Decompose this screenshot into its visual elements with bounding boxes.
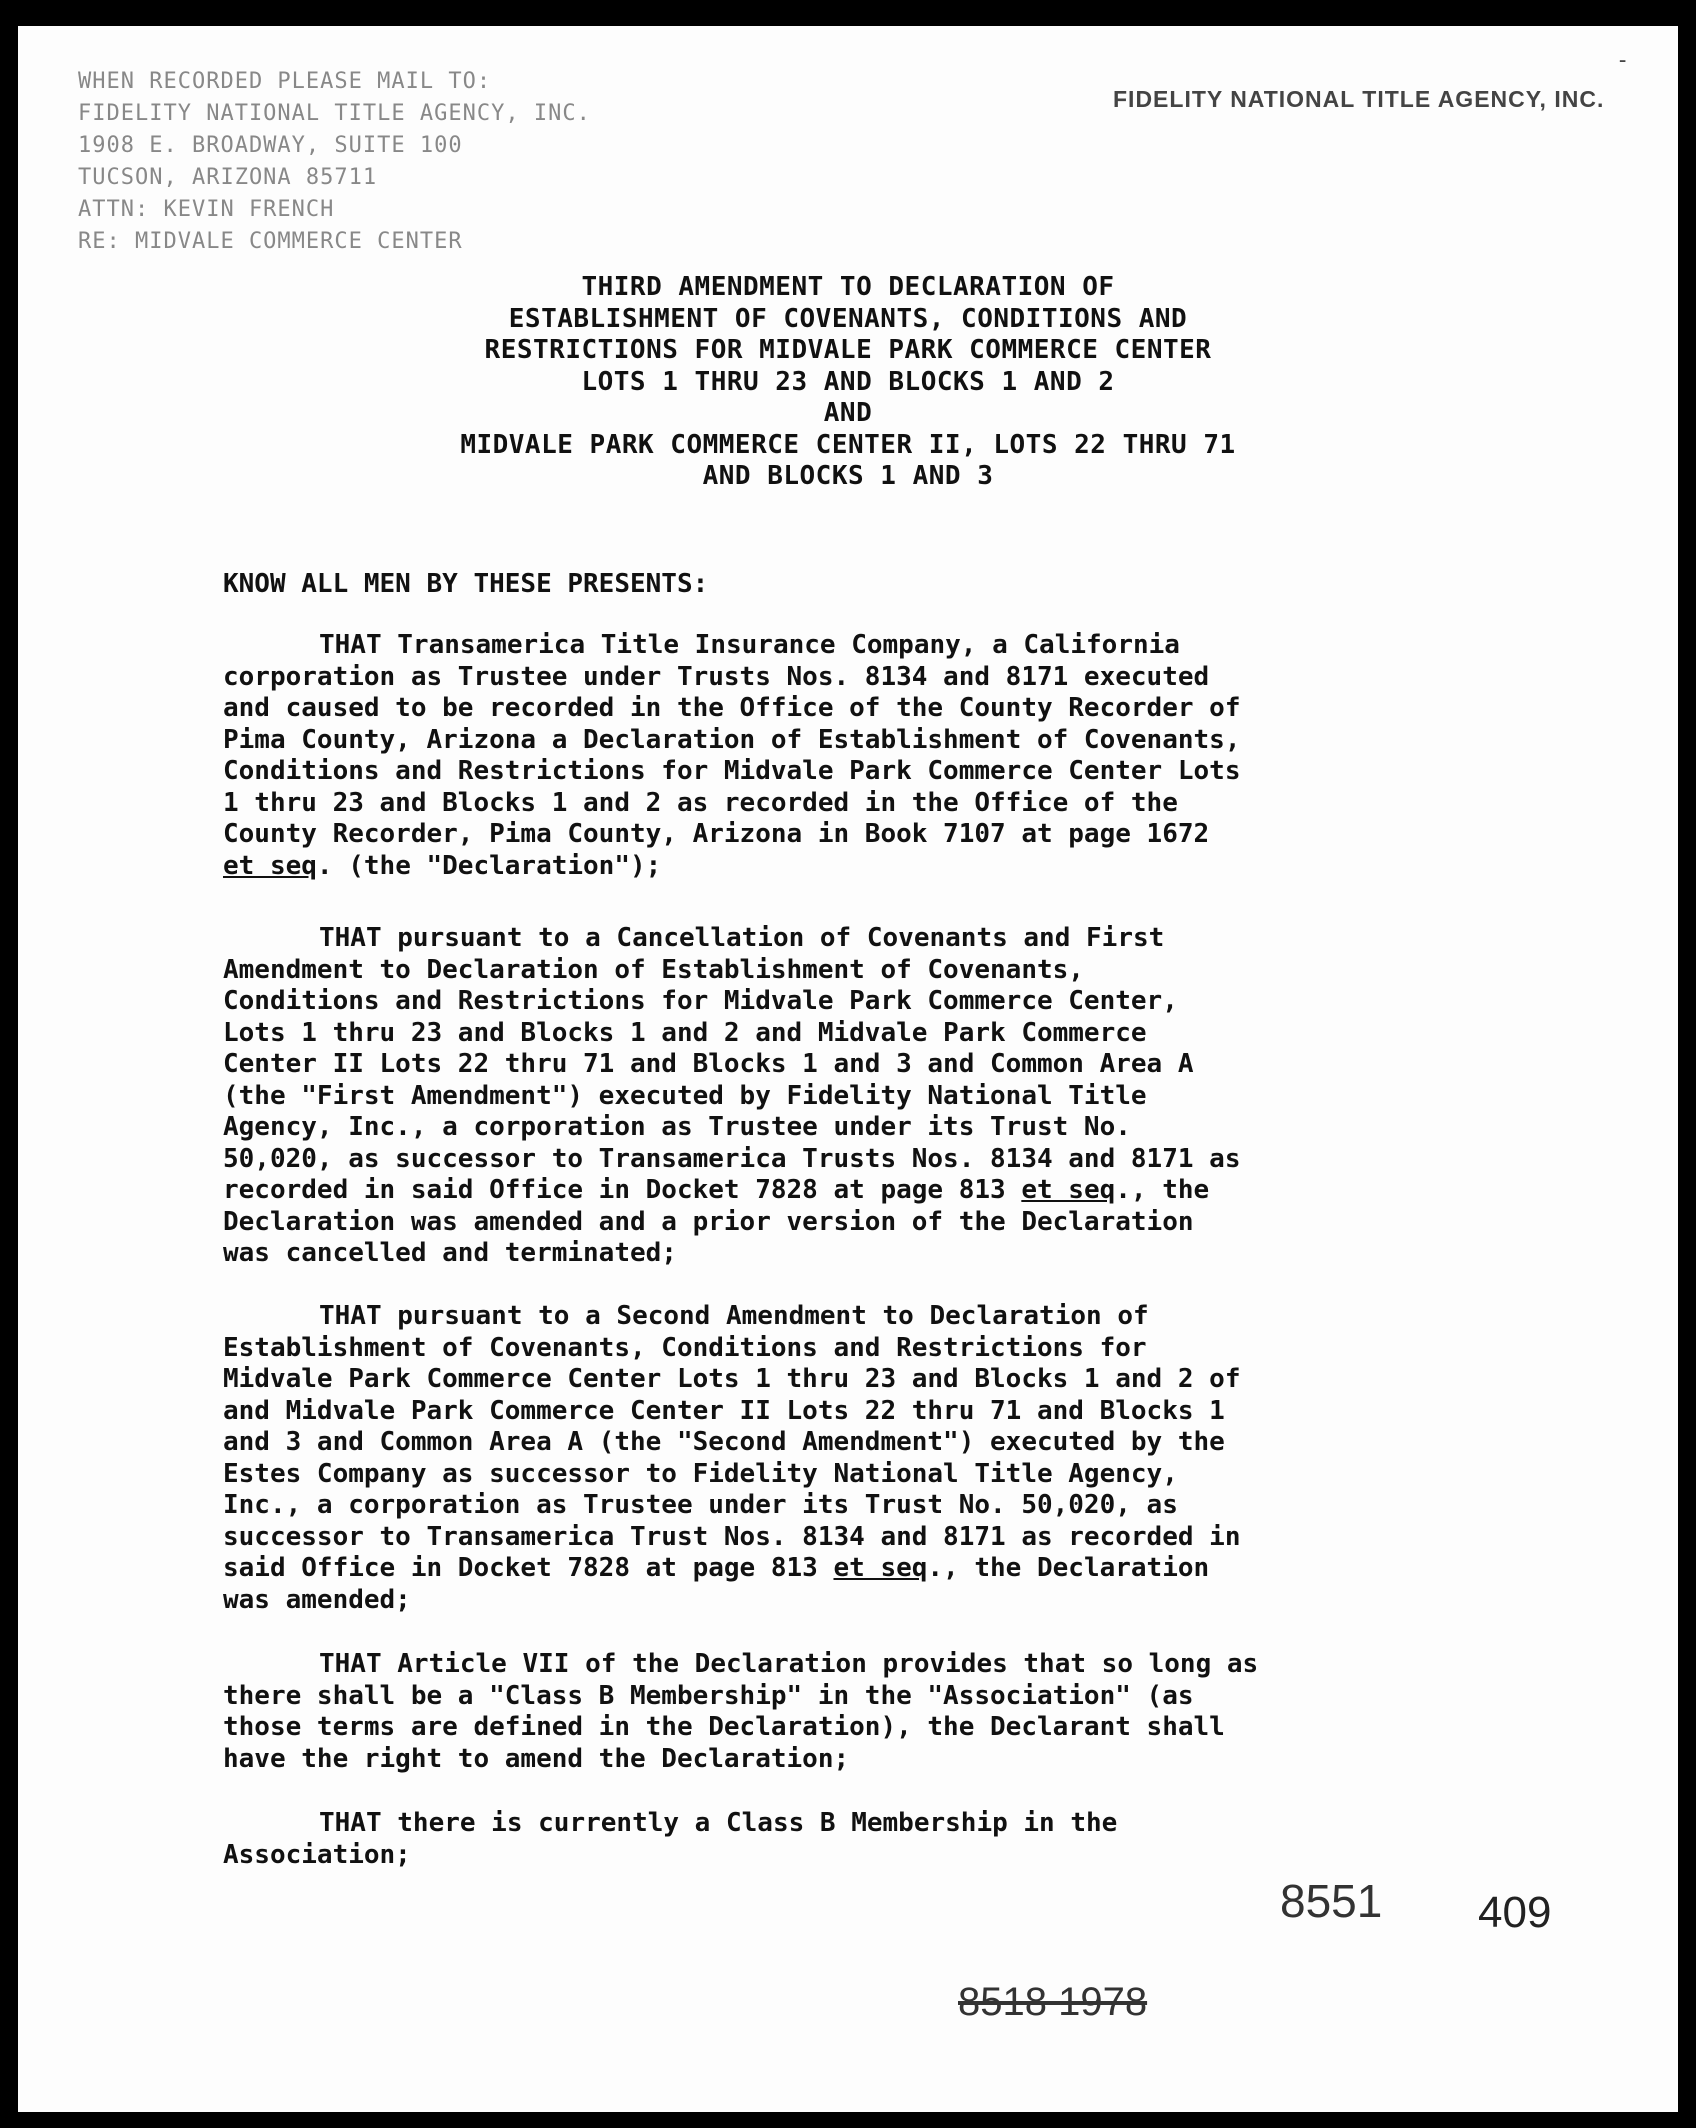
page-number: 409 [1478, 1888, 1552, 1937]
title-line: ESTABLISHMENT OF COVENANTS, CONDITIONS AND [508, 303, 1188, 334]
paragraph-line: there shall be a "Class B Membership" in the "Association" (as [223, 1680, 1194, 1711]
paragraph-text: ., the [1115, 1175, 1210, 1205]
paragraph-line: 1 thru 23 and Blocks 1 and 2 as recorded in the Office of the [223, 787, 1178, 818]
corner-mark: - [1616, 48, 1630, 73]
document-title [18, 272, 1678, 493]
paragraph-line: Inc., a corporation as Trustee under its Trust No. 50,020, as [223, 1490, 1178, 1520]
paragraph-line: Conditions and Restrictions for Midvale Park Commerce Center, [223, 986, 1178, 1016]
title-line: AND BLOCKS 1 AND 3 [702, 461, 994, 491]
paragraph-line: was cancelled and terminated; [223, 1238, 677, 1268]
paragraph-line: and Midvale Park Commerce Center II Lots 22 thru 71 and Blocks 1 [223, 1395, 1225, 1426]
paragraph-line: Association; [223, 1839, 411, 1870]
mailing-line: RE: MIDVALE COMMERCE CENTER [78, 229, 463, 254]
paragraph-line [223, 851, 1523, 883]
paragraph-line: corporation as Trustee under Trusts Nos. 8134 and 8171 executed [223, 661, 1210, 692]
paragraph-line: and caused to be recorded in the Office of the County Recorder of [223, 693, 1241, 723]
title-line: RESTRICTIONS FOR MIDVALE PARK COMMERCE CENTER [484, 335, 1212, 365]
paragraph-line: Midvale Park Commerce Center Lots 1 thru 23 and Blocks 1 and 2 of [223, 1364, 1241, 1394]
paragraph-line: was amended; [223, 1584, 411, 1615]
et-seq-underline: et seq [223, 850, 317, 881]
paragraph-text: . (the "Declaration"); [316, 850, 662, 881]
mailing-line: FIDELITY NATIONAL TITLE AGENCY, INC. [78, 101, 591, 126]
title-line: MIDVALE PARK COMMERCE CENTER II, LOTS 22 THRU 71 [460, 429, 1236, 460]
et-seq-underline: et seq [1021, 1175, 1116, 1205]
mailing-line: TUCSON, ARIZONA 85711 [78, 165, 378, 190]
paragraph-line: Establishment of Covenants, Conditions and Restrictions for [223, 1332, 1147, 1363]
paragraph-line: Declaration was amended and a prior version of the Declaration [223, 1206, 1194, 1237]
paragraph-text: recorded in said Office in Docket 7828 at page 813 [223, 1175, 1022, 1205]
paragraph-line: THAT there is currently a Class B Membership in the [319, 1808, 1118, 1838]
paragraph-text: said Office in Docket 7828 at page 813 [223, 1553, 834, 1583]
paragraph-4 [223, 1649, 1523, 1775]
paragraph-text: ., the Declaration [927, 1553, 1210, 1583]
paragraph-line: and 3 and Common Area A (the "Second Amendment") executed by the [223, 1427, 1225, 1457]
paragraph-line: THAT pursuant to a Cancellation of Covenants and First [319, 923, 1165, 953]
paragraph-line: THAT Article VII of the Declaration provides that so long as [319, 1649, 1259, 1679]
paragraph-line: Conditions and Restrictions for Midvale Park Commerce Center Lots [223, 756, 1241, 786]
document-page [18, 26, 1678, 2112]
paragraph-line: County Recorder, Pima County, Arizona in Book 7107 at page 1672 [223, 819, 1210, 849]
struck-number: 8518 1978 [958, 1980, 1148, 2024]
paragraph-3 [223, 1301, 1523, 1616]
paragraph-line [223, 1175, 1523, 1207]
paragraph-line: THAT Transamerica Title Insurance Company, a California [319, 630, 1180, 660]
paragraph-1 [223, 630, 1523, 882]
mailing-line: WHEN RECORDED PLEASE MAIL TO: [78, 69, 492, 94]
et-seq-underline: et seq [833, 1553, 928, 1583]
title-line: LOTS 1 THRU 23 AND BLOCKS 1 AND 2 [581, 366, 1115, 397]
paragraph-line: those terms are defined in the Declaration), the Declarant shall [223, 1712, 1225, 1742]
paragraph-line: Agency, Inc., a corporation as Trustee under its Trust No. [223, 1112, 1131, 1142]
agency-stamp: FIDELITY NATIONAL TITLE AGENCY, INC. [1113, 86, 1605, 112]
paragraph-line: THAT pursuant to a Second Amendment to Declaration of [319, 1301, 1149, 1331]
paragraph-line: (the "First Amendment") executed by Fidelity National Title [223, 1080, 1147, 1111]
paragraph-line: Pima County, Arizona a Declaration of Establishment of Covenants, [223, 724, 1241, 755]
paragraph-5 [223, 1808, 1523, 1871]
paragraph-line: have the right to amend the Declaration; [223, 1743, 850, 1774]
paragraph-line: Center II Lots 22 thru 71 and Blocks 1 and 3 and Common Area A [223, 1049, 1194, 1079]
mailing-line: 1908 E. BROADWAY, SUITE 100 [78, 133, 463, 158]
mailing-line: ATTN: KEVIN FRENCH [78, 197, 335, 222]
salutation: KNOW ALL MEN BY THESE PRESENTS: [223, 569, 709, 599]
recording-address-block [78, 66, 591, 258]
paragraph-line [223, 1553, 1523, 1585]
paragraph-line: successor to Transamerica Trust Nos. 8134 and 8171 as recorded in [223, 1521, 1241, 1552]
handwritten-docket-number: 8551 [1280, 1875, 1383, 1927]
paragraph-line: Amendment to Declaration of Establishment of Covenants, [223, 954, 1084, 985]
title-line: AND [823, 398, 873, 428]
paragraph-2 [223, 923, 1523, 1270]
paragraph-line: Estes Company as successor to Fidelity National Title Agency, [223, 1458, 1178, 1489]
paragraph-line: 50,020, as successor to Transamerica Trusts Nos. 8134 and 8171 as [223, 1143, 1241, 1174]
title-line: THIRD AMENDMENT TO DECLARATION OF [581, 272, 1115, 302]
paragraph-line: Lots 1 thru 23 and Blocks 1 and 2 and Midvale Park Commerce [223, 1017, 1147, 1048]
